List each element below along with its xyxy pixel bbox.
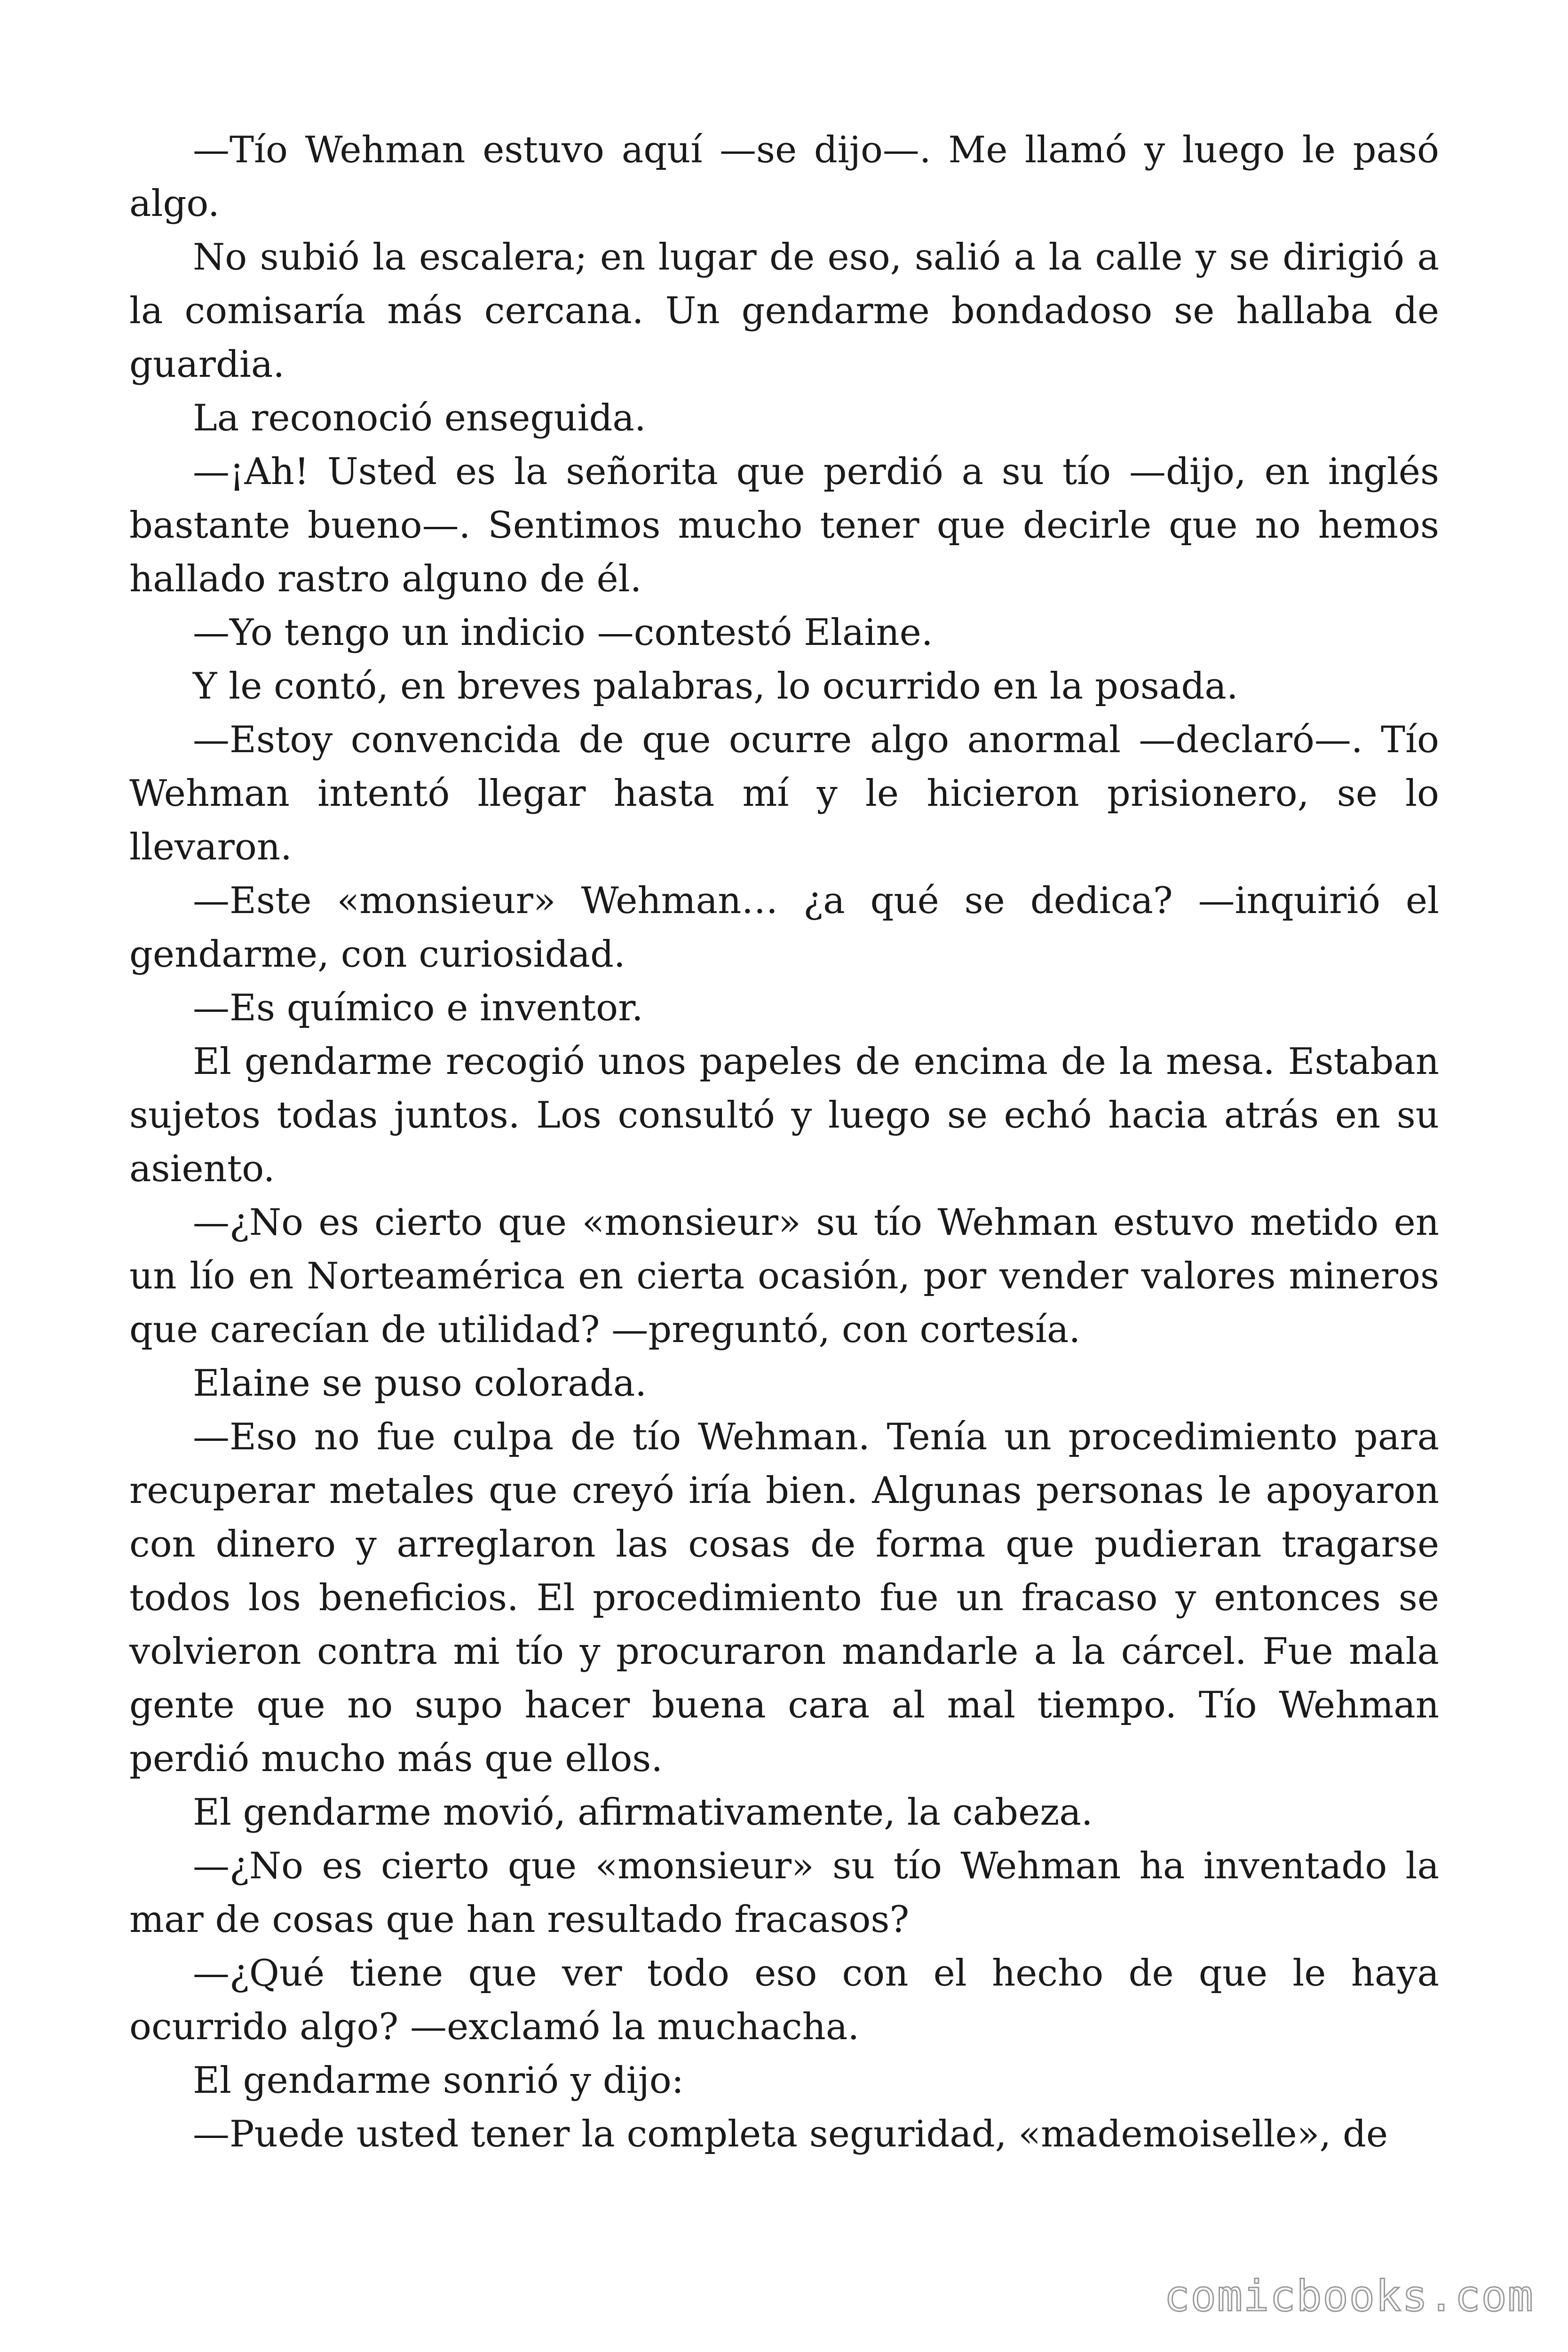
paragraph: —Yo tengo un indicio —contestó Elaine. [193,612,933,654]
paragraph: El gendarme sonrió y dijo: [193,2059,684,2102]
paragraph: —Es químico e inventor. [193,987,643,1029]
paragraph: —Puede usted tener la completa seguridad, «mademoiselle», de [193,2113,1388,2155]
paragraph: —Tío Wehman estuvo aquí —se dijo—. Me llamó y luego le pasó algo. [129,129,1439,225]
site-watermark: comicbooks.com [1164,2272,1534,2321]
paragraph: —¡Ah! Usted es la señorita que perdió a su tío —dijo, en inglés bastante bueno—. Sentimos mucho tener que decirle que no hemos hallado rastro alguno de él. [129,451,1439,600]
paragraph: El gendarme movió, afirmativamente, la cabeza. [193,1791,1093,1834]
paragraph: —¿Qué tiene que ver todo eso con el hecho de que le haya ocurrido algo? —exclamó la muchacha. [129,1952,1439,2048]
page-text [129,123,1439,2161]
paragraph: La reconoció enseguida. [193,397,646,439]
paragraph: No subió la escalera; en lugar de eso, salió a la calle y se dirigió a la comisaría más cercana. Un gendarme bondadoso se hallaba de guardia. [129,236,1439,386]
paragraph: —¿No es cierto que «monsieur» su tío Wehman estuvo metido en un lío en Norteamérica en cierta ocasión, por vender valores mineros que carecían de utilidad? —preguntó, con cortesía. [129,1201,1439,1351]
paragraph: Y le contó, en breves palabras, lo ocurrido en la posada. [193,665,1238,707]
paragraph: —Este «monsieur» Wehman… ¿a qué se dedica? —inquirió el gendarme, con curiosidad. [129,880,1439,976]
paragraph: El gendarme recogió unos papeles de encima de la mesa. Estaban sujetos todas juntos. Los consultó y luego se echó hacia atrás en su asiento. [129,1041,1439,1190]
paragraph: —Eso no fue culpa de tío Wehman. Tenía un procedimiento para recuperar metales que creyó iría bien. Algunas personas le apoyaron con dinero y arreglaron las cosas de forma que pudieran tragarse todos los beneficios. El procedimiento fue un fracaso y entonces se volvieron contra mi tío y procuraron mandarle a la cárcel. Fue mala gente que no supo hacer buena cara al mal tiempo. Tío Wehman perdió mucho más que ellos. [129,1416,1439,1780]
paragraph: Elaine se puso colorada. [193,1362,647,1405]
paragraph: —Estoy convencida de que ocurre algo anormal —declaró—. Tío Wehman intentó llegar hasta mí y le hicieron prisionero, se lo llevaron. [129,719,1439,868]
paragraph: —¿No es cierto que «monsieur» su tío Wehman ha inventado la mar de cosas que han resultado fracasos? [129,1845,1439,1941]
